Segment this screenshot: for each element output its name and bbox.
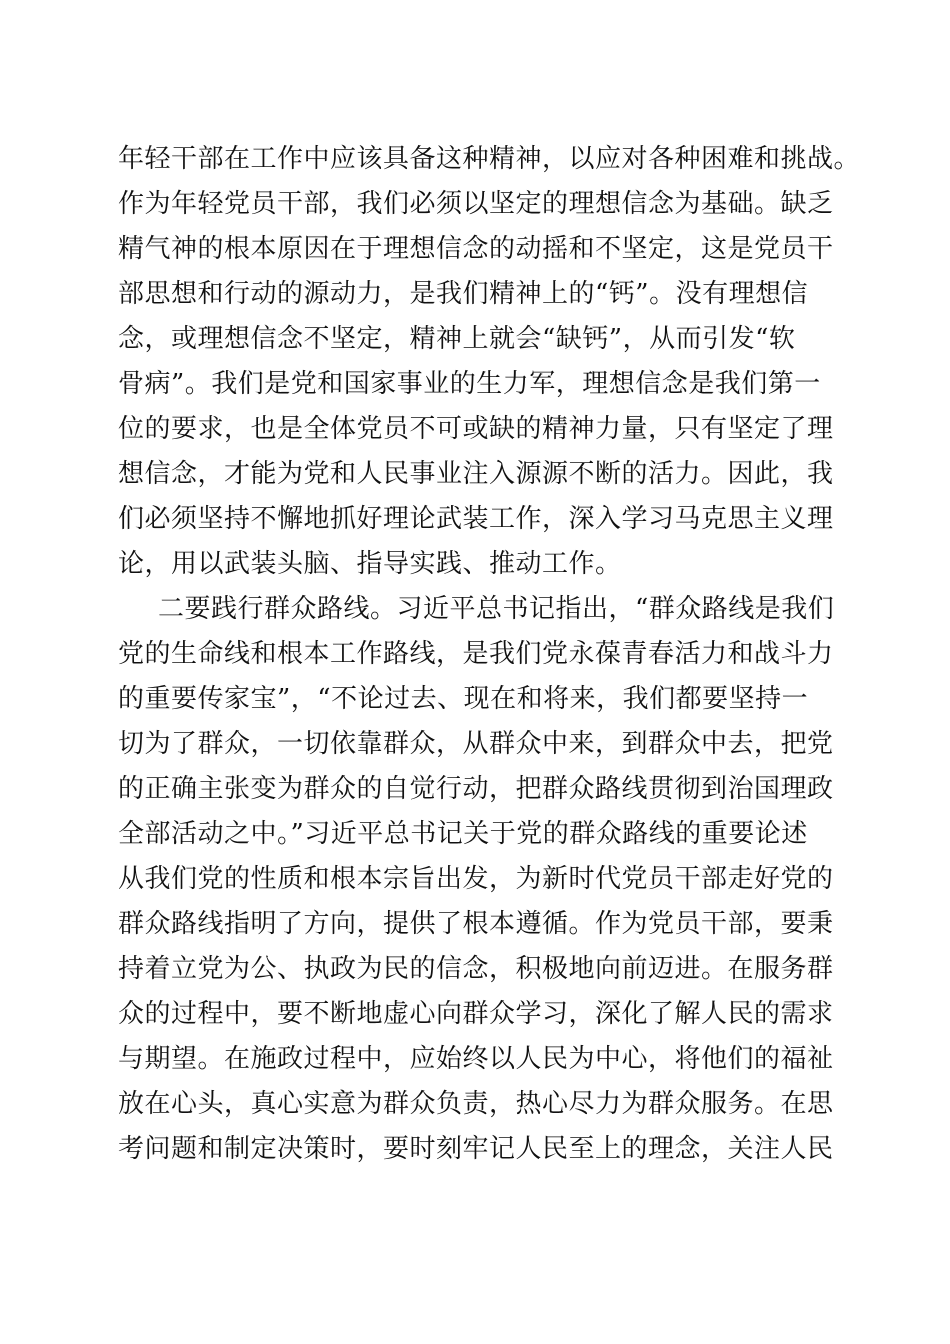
text-line: 骨病”。我们是党和国家事业的生力军，理想信念是我们第一 bbox=[118, 369, 821, 399]
text-line: 众的过程中，要不断地虚心向群众学习，深化了解人民的需求 bbox=[118, 999, 834, 1029]
text-line: 论，用以武装头脑、指导实践、推动工作。 bbox=[118, 549, 622, 579]
text-line: 持着立党为公、执政为民的信念，积极地向前迈进。在服务群 bbox=[118, 954, 834, 984]
body-text bbox=[118, 137, 861, 1172]
text-line: 放在心头，真心实意为群众负责，热心尽力为群众服务。在思 bbox=[118, 1089, 834, 1119]
text-line: 作为年轻党员干部，我们必须以坚定的理想信念为基础。缺乏 bbox=[118, 189, 834, 219]
text-line: 党的生命线和根本工作路线，是我们党永葆青春活力和战斗力 bbox=[118, 639, 834, 669]
text-line: 从我们党的性质和根本宗旨出发，为新时代党员干部走好党的 bbox=[118, 864, 834, 894]
text-line: 二要践行群众路线。习近平总书记指出，“群众路线是我们 bbox=[158, 594, 835, 624]
text-line: 全部活动之中。”习近平总书记关于党的群众路线的重要论述 bbox=[118, 819, 808, 849]
paragraph-2 bbox=[118, 587, 838, 1172]
text-line: 的重要传家宝”，“不论过去、现在和将来，我们都要坚持一 bbox=[118, 684, 809, 714]
text-line: 们必须坚持不懈地抓好理论武装工作，深入学习马克思主义理 bbox=[118, 504, 834, 534]
text-line: 位的要求，也是全体党员不可或缺的精神力量，只有坚定了理 bbox=[118, 414, 834, 444]
text-line: 的正确主张变为群众的自觉行动，把群众路线贯彻到治国理政 bbox=[118, 774, 834, 804]
text-line: 念，或理想信念不坚定，精神上就会“缺钙”，从而引发“软 bbox=[118, 324, 796, 354]
text-line: 与期望。在施政过程中，应始终以人民为中心，将他们的福祉 bbox=[118, 1044, 834, 1074]
text-line: 年轻干部在工作中应该具备这种精神，以应对各种困难和挑战。 bbox=[118, 144, 861, 174]
text-line: 切为了群众，一切依靠群众，从群众中来，到群众中去，把党 bbox=[118, 729, 834, 759]
text-line: 精气神的根本原因在于理想信念的动摇和不坚定，这是党员干 bbox=[118, 234, 834, 264]
text-line: 想信念，才能为党和人民事业注入源源不断的活力。因此，我 bbox=[118, 459, 834, 489]
text-line: 群众路线指明了方向，提供了根本遵循。作为党员干部，要秉 bbox=[118, 909, 834, 939]
paragraph-1 bbox=[118, 137, 861, 587]
text-line: 部思想和行动的源动力，是我们精神上的“钙”。没有理想信 bbox=[118, 279, 809, 309]
text-line: 考问题和制定决策时，要时刻牢记人民至上的理念，关注人民 bbox=[118, 1134, 834, 1164]
